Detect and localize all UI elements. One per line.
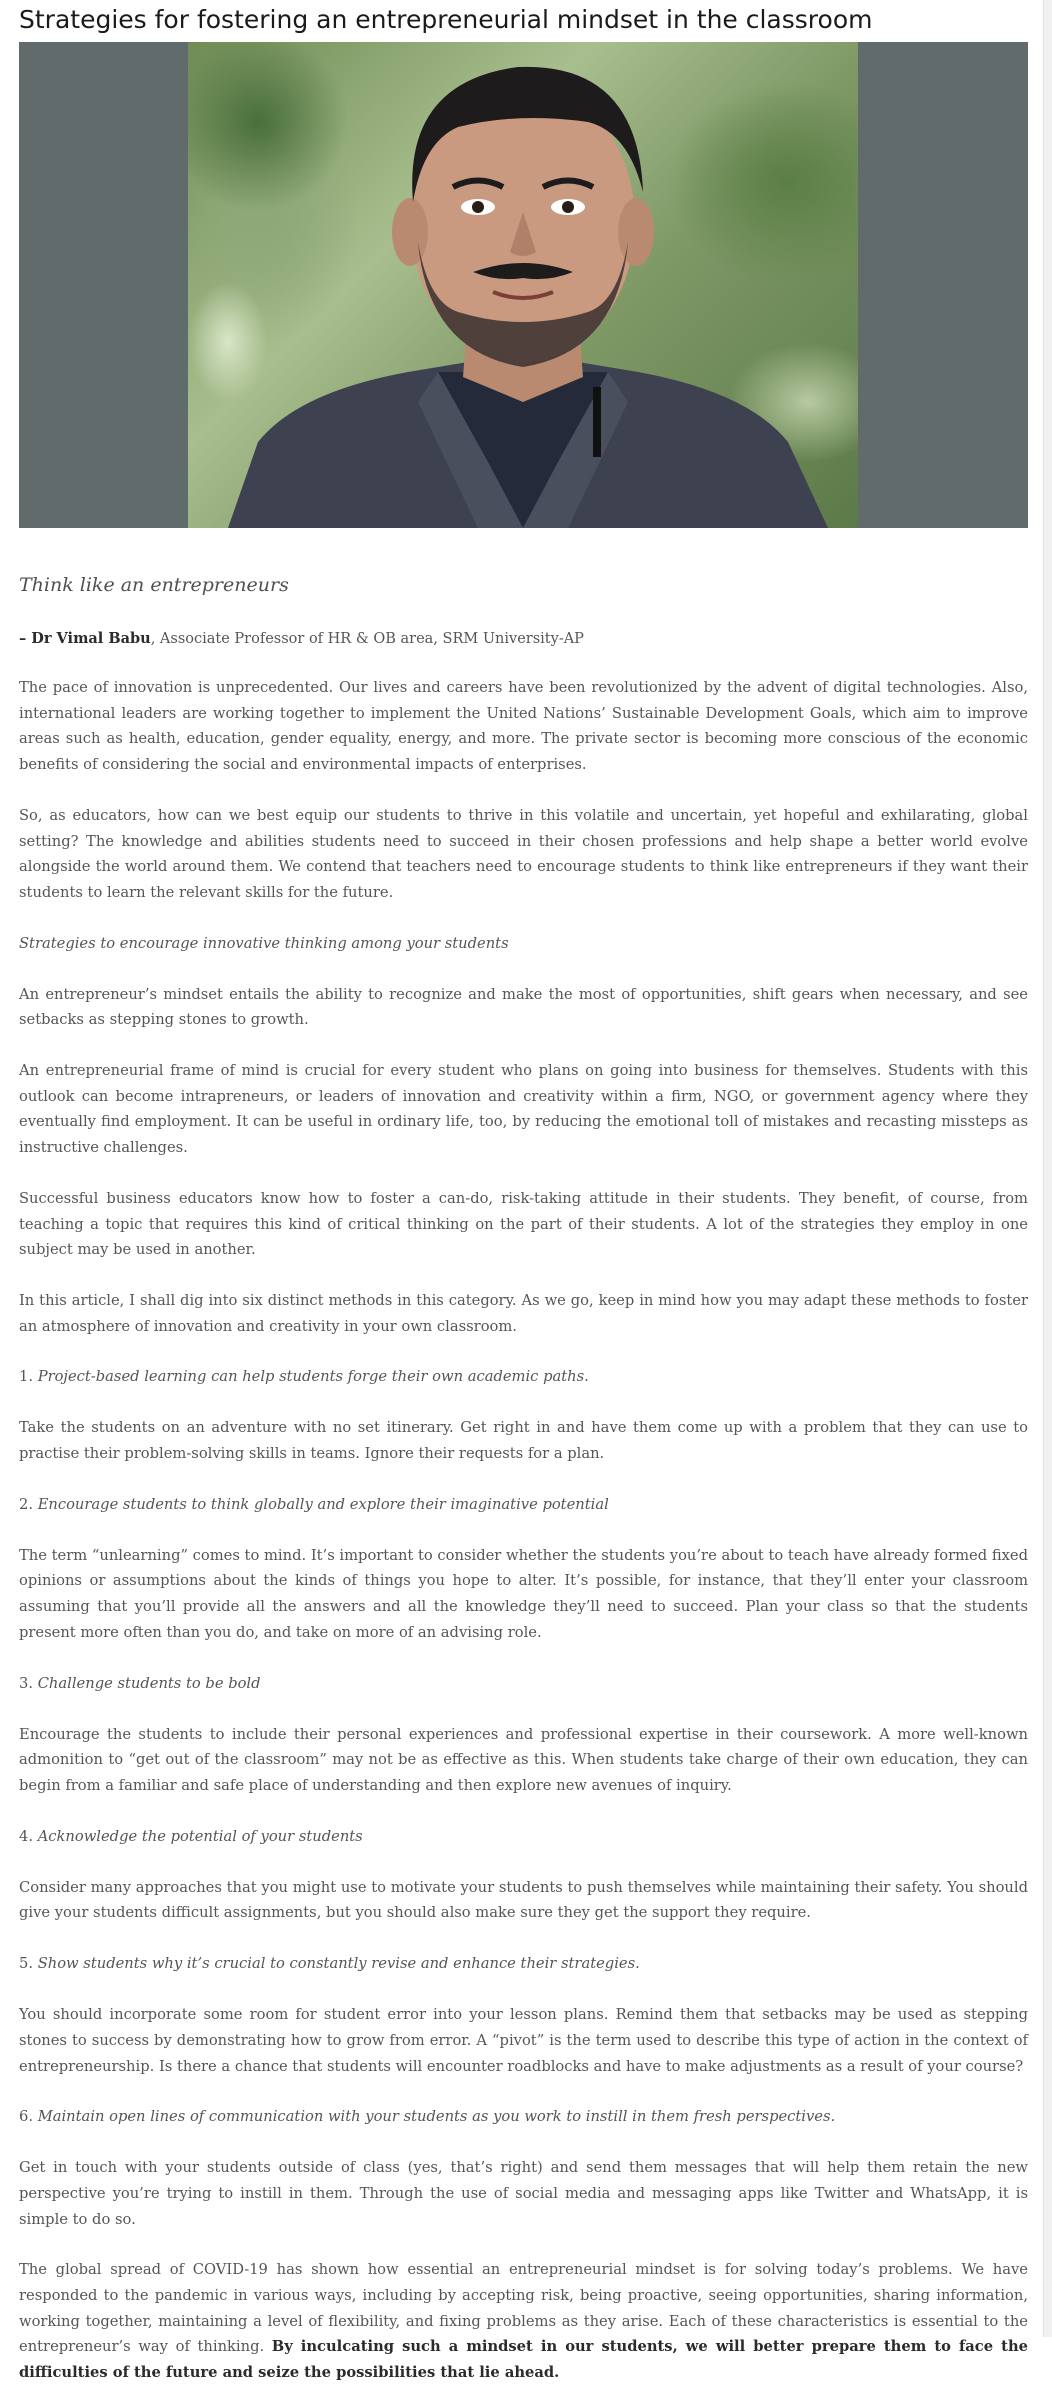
strategy-4-body: Consider many approaches that you might use to motivate your students to push themselves while maintaining their safety. You should give your students difficult assignments, but you should also make sure they get the support they require. — [19, 1878, 1028, 1922]
strategy-2-heading — [19, 1492, 1028, 1518]
paragraph-intro-1: The pace of innovation is unprecedented. Our lives and careers have been revolutionized by the advent of digital technologies. Also, international leaders are working together to implement the United Nations’ Sustainable Development Goals, which aim to improve areas such as health, education, gender equality, energy, and more. The private sector is becoming more conscious of the economic benefits of considering the social and environmental impacts of enterprises. — [19, 679, 1028, 774]
paragraph-block — [19, 1058, 1028, 1161]
strategy-2-body: The term “unlearning” comes to mind. It’s important to consider whether the students you’re about to teach have already formed fixed opinions or assumptions about the kinds of things you hope to alter. It’s possible, for instance, that they’ll enter your classroom assuming that you’ll provide all the answers and all the knowledge they’ll need to succeed. Plan your class so that the students present more often than you do, and take on more of an advising role. — [19, 1546, 1028, 1641]
strategy-2-heading-block — [19, 1492, 1028, 1518]
page-scrollbar[interactable] — [1043, 0, 1052, 2337]
author-byline — [19, 628, 1028, 650]
strategy-title: Maintain open lines of communication with your students as you work to instill in them fresh perspectives. — [37, 2108, 836, 2126]
strategy-6-heading — [19, 2104, 1028, 2130]
strategy-title: Show students why it’s crucial to constantly revise and enhance their strategies. — [37, 1955, 640, 1973]
strategy-number: 1. — [19, 1368, 38, 1386]
strategy-6-body: Get in touch with your students outside of class (yes, that’s right) and send them messages that will help them retain the new perspective you’re trying to instill in them. Through the use of social media and messaging apps like Twitter and WhatsApp, it is simple to do so. — [19, 2159, 1028, 2228]
section-heading-strategies: Strategies to encourage innovative thinking among your students — [19, 934, 509, 952]
paragraph-block — [19, 1875, 1028, 1926]
conclusion-emphasis: By inculcating such a mindset in our students, we will better prepare them to face the difficulties of the future and seize the possibilities that lie ahead. — [19, 2338, 1028, 2382]
strategy-5-body: You should incorporate some room for student error into your lesson plans. Remind them that setbacks may be used as stepping stones to success by demonstrating how to grow from error. A “pivot” is the term used to describe this type of action in the context of entrepreneurship. Is there a chance that students will encounter roadblocks and have to make adjustments as a result of your course? — [19, 2006, 1028, 2075]
strategy-number: 2. — [19, 1495, 38, 1513]
strategy-5-heading-block — [19, 1951, 1028, 1977]
strategy-3-heading — [19, 1671, 1028, 1697]
paragraph-block — [19, 803, 1028, 906]
conclusion-text: The global spread of COVID-19 has shown how essential an entrepreneurial mindset is for solving today’s problems. We have responded to the pandemic in various ways, including by accepting risk, being proactive, seeing opportunities, sharing information, working together, maintaining a level of flexibility, and fixing problems as they arise. Each of these characteristics is essential to the entrepreneur’s way of thinking. — [19, 2261, 1028, 2356]
article-subtitle: Think like an entrepreneurs — [19, 574, 289, 596]
article-title: Strategies for fostering an entrepreneurial mindset in the classroom — [19, 5, 873, 34]
strategy-title: Acknowledge the potential of your students — [37, 1827, 363, 1845]
strategy-number: 3. — [19, 1674, 38, 1692]
strategy-5-heading — [19, 1951, 1028, 1977]
strategy-1-heading-block — [19, 1364, 1028, 1390]
paragraph-educators: Successful business educators know how to foster a can-do, risk-taking attitude in their students. They benefit, of course, from teaching a topic that requires this kind of critical thinking on the part of their students. A lot of the strategies they employ in one subject may be used in another. — [19, 1189, 1028, 1259]
strategy-title: Challenge students to be bold — [37, 1674, 261, 1692]
strategy-4-heading — [19, 1824, 1028, 1850]
author-affiliation: , Associate Professor of HR & OB area, SRM University-AP — [150, 631, 584, 647]
portrait-illustration — [188, 42, 858, 528]
strategy-title: Project-based learning can help students forge their own academic paths. — [37, 1368, 589, 1386]
article — [19, 0, 1028, 2386]
paragraph-frame-of-mind: An entrepreneurial frame of mind is crucial for every student who plans on going into business for themselves. Students with this outlook can become intrapreneurs, or leaders of innovation and creativity within a firm, NGO, or government agency where they eventually find employment. It can be useful in ordinary life, too, by reducing the emotional toll of mistakes and recasting missteps as instructive challenges. — [19, 1062, 1028, 1157]
strategy-number: 6. — [19, 2108, 38, 2126]
strategy-1-heading — [19, 1364, 1028, 1390]
paragraph-block — [19, 982, 1028, 1033]
section-heading-block — [19, 931, 1028, 957]
strategy-1-body: Take the students on an adventure with no set itinerary. Get right in and have them come up with a problem that they can use to practise their problem-solving skills in teams. Ignore their requests for a plan. — [19, 1419, 1028, 1463]
paragraph-block — [19, 2155, 1028, 2232]
paragraph-block — [19, 1186, 1028, 1263]
paragraph-block — [19, 2002, 1028, 2079]
strategy-number: 4. — [19, 1827, 38, 1845]
author-photo — [188, 42, 858, 528]
strategy-number: 5. — [19, 1955, 38, 1973]
paragraph-block — [19, 1288, 1028, 1339]
paragraph-block — [19, 2257, 1028, 2386]
paragraph-block — [19, 1415, 1028, 1466]
paragraph-block — [19, 675, 1028, 778]
author-name: – Dr Vimal Babu — [19, 630, 151, 647]
strategy-6-heading-block — [19, 2104, 1028, 2130]
strategy-3-heading-block — [19, 1671, 1028, 1697]
paragraph-block — [19, 1543, 1028, 1646]
paragraph-intro-2: So, as educators, how can we best equip our students to thrive in this volatile and uncertain, yet hopeful and exhilarating, global setting? The knowledge and abilities students need to succeed in their chosen professions and help shape a better world evolve alongside the world around them. We contend that teachers need to encourage students to think like entrepreneurs if they want their students to learn the relevant skills for the future. — [19, 806, 1028, 901]
featured-image — [19, 42, 1028, 528]
paragraph-conclusion — [19, 2257, 1028, 2386]
paragraph-this-article: In this article, I shall dig into six distinct methods in this category. As we go, keep in mind how you may adapt these methods to foster an atmosphere of innovation and creativity in your own classroom. — [19, 1291, 1028, 1335]
strategy-3-body: Encourage the students to include their personal experiences and professional expertise in their coursework. A more well-known admonition to “get out of the classroom” may not be as effective as this. When students take charge of their own education, they can begin from a familiar and safe place of understanding and then explore new avenues of inquiry. — [19, 1725, 1028, 1794]
paragraph-mindset: An entrepreneur’s mindset entails the ability to recognize and make the most of opportunities, shift gears when necessary, and see setbacks as stepping stones to growth. — [19, 985, 1028, 1029]
paragraph-block — [19, 1722, 1028, 1799]
strategy-title: Encourage students to think globally and explore their imaginative potential — [37, 1495, 609, 1513]
strategy-4-heading-block — [19, 1824, 1028, 1850]
